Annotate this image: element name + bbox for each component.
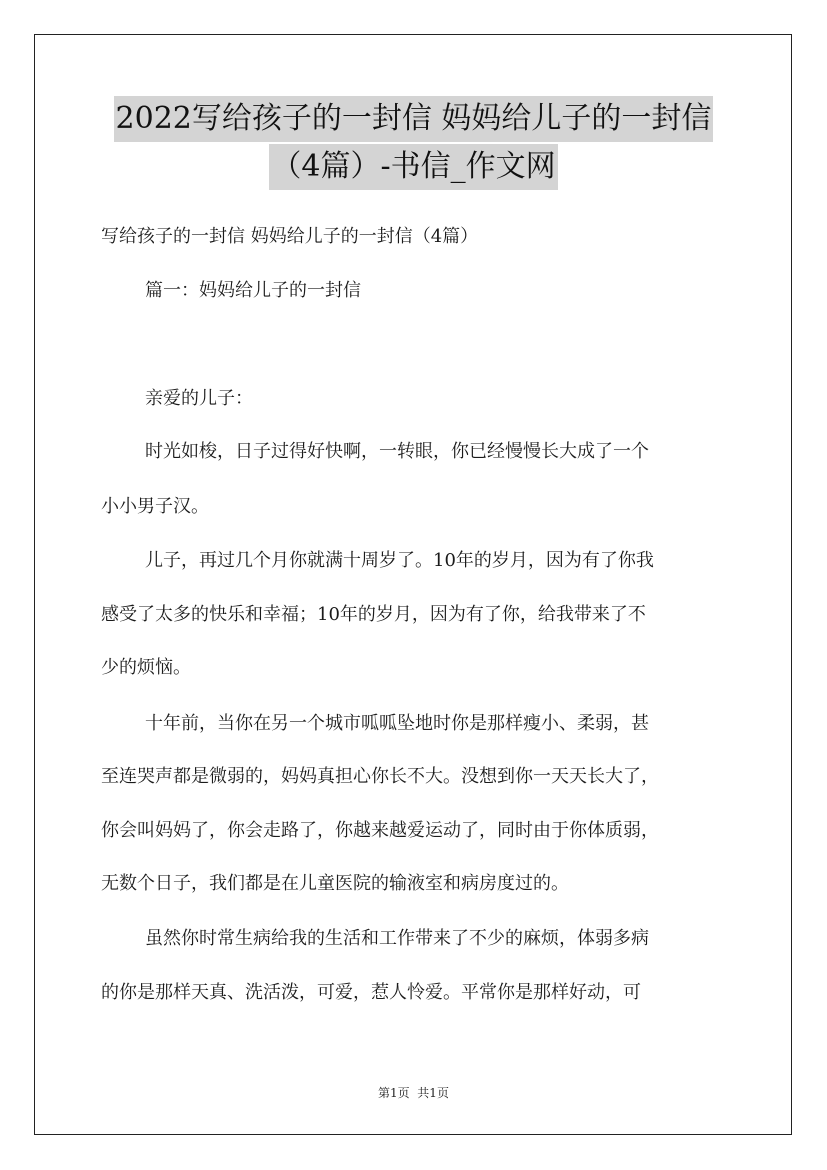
paragraph-3-line-4: 无数个日子，我们都是在儿童医院的输液室和病房度过的。 bbox=[101, 873, 569, 894]
subtitle: 写给孩子的一封信 妈妈给儿子的一封信（4篇） bbox=[101, 226, 479, 247]
greeting: 亲爱的儿子： bbox=[145, 388, 253, 409]
paragraph-3-line-2: 至连哭声都是微弱的，妈妈真担心你长不大。没想到你一天天长大了， bbox=[101, 766, 659, 787]
document-title bbox=[0, 96, 827, 190]
paragraph-4-line-1: 虽然你时常生病给我的生活和工作带来了不少的麻烦，体弱多病 bbox=[145, 928, 649, 949]
paragraph-2-line-1: 儿子，再过几个月你就满十周岁了。10年的岁月，因为有了你我 bbox=[145, 550, 654, 571]
paragraph-2-line-3: 少的烦恼。 bbox=[101, 657, 191, 678]
paragraph-3-line-3: 你会叫妈妈了，你会走路了，你越来越爱运动了，同时由于你体质弱， bbox=[101, 820, 659, 841]
paragraph-1-line-2: 小小男子汉。 bbox=[101, 496, 209, 517]
section-heading: 篇一：妈妈给儿子的一封信 bbox=[145, 280, 361, 301]
paragraph-1-line-1: 时光如梭，日子过得好快啊，一转眼，你已经慢慢长大成了一个 bbox=[145, 441, 649, 462]
title-line-2: （4篇）-书信_作文网 bbox=[269, 144, 557, 190]
paragraph-3-line-1: 十年前，当你在另一个城市呱呱坠地时你是那样瘦小、柔弱，甚 bbox=[145, 713, 649, 734]
paragraph-4-line-2: 的你是那样天真、洗活泼，可爱，惹人怜爱。平常你是那样好动，可 bbox=[101, 982, 641, 1003]
title-line-1: 2022写给孩子的一封信 妈妈给儿子的一封信 bbox=[114, 96, 714, 142]
paragraph-2-line-2: 感受了太多的快乐和幸福；10年的岁月，因为有了你，给我带来了不 bbox=[101, 604, 646, 625]
page-footer: 第1页 共1页 bbox=[378, 1086, 449, 1100]
